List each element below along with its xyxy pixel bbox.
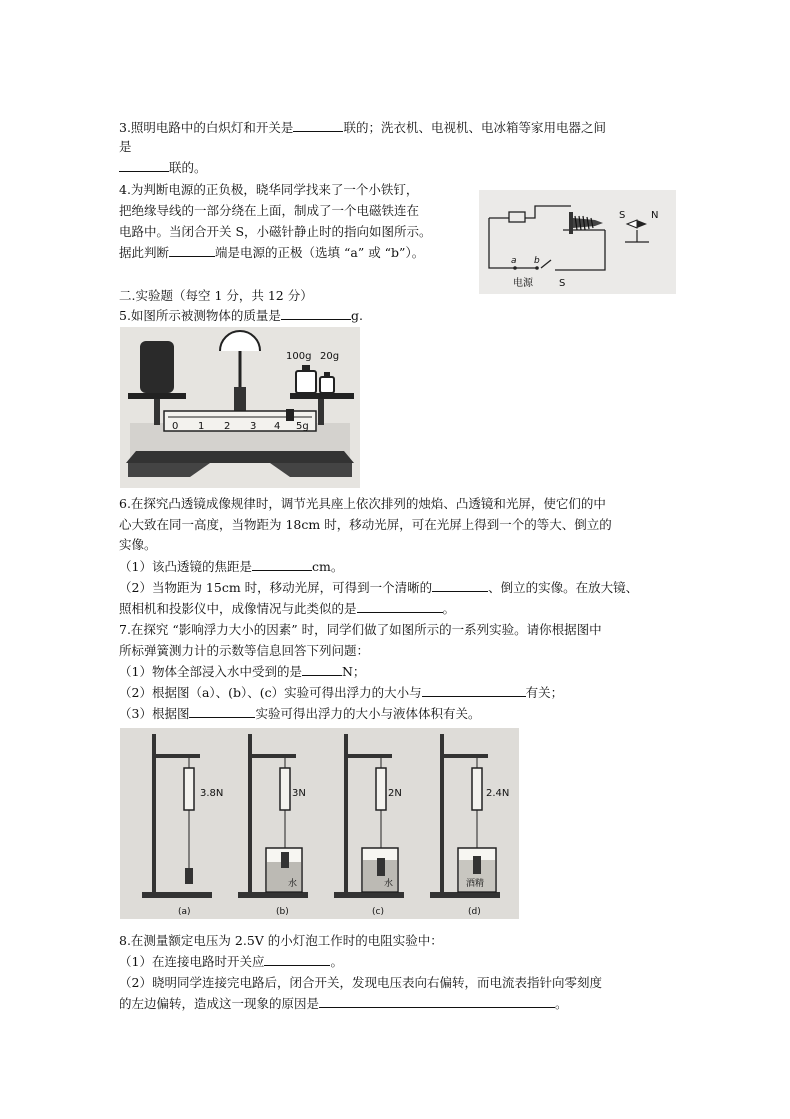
q6-sub1: （1）该凸透镜的焦距是 cm。 — [119, 559, 344, 574]
q3-line3: 联的。 — [119, 159, 207, 177]
weight-100g-label: 100g — [286, 351, 312, 362]
q8-line1: 8.在测量额定电压为 2.5V 的小灯泡工作时的电阻实验中： — [119, 933, 443, 948]
weight-20g-label: 20g — [320, 351, 340, 362]
q6-line3: 实像。 — [119, 537, 157, 552]
q6-blank-3[interactable] — [357, 600, 443, 613]
panel-b — [238, 734, 308, 917]
q8-sub2-line1: （2）晓明同学连接完电路后，闭合开关，发现电压表向右偏转，而电流表指针向零刻度 — [119, 975, 602, 990]
q7-sub2: （2）根据图（a）、(b）、(c）实验可得出浮力的大小与 有关； — [119, 685, 564, 700]
section-2-title: 二.实验题（每空 1 分，共 12 分） — [119, 288, 313, 303]
fig-label-power: 电源 — [513, 278, 533, 289]
buoyancy-experiment-figure — [120, 728, 519, 919]
q3-blank-1[interactable] — [293, 119, 343, 132]
compass-needle-icon — [625, 220, 649, 242]
fig-label-n: N — [651, 210, 659, 221]
caption-d: (d) — [468, 907, 481, 917]
panel-c — [334, 734, 404, 917]
q3-line2: 是 — [119, 139, 132, 154]
fig-label-s: S — [619, 210, 626, 221]
q8-sub1: （1）在连接电路时开关应 。 — [119, 954, 343, 969]
scale-tick-2: 2 — [224, 421, 231, 432]
q4-line2: 把绝缘导线的一部分绕在上面，制成了一个电磁铁连在 — [119, 203, 420, 218]
q3-blank-2[interactable] — [119, 159, 169, 172]
q4-line1: 4.为判断电源的正负极，晓华同学找来了一个小铁钉， — [119, 182, 419, 197]
panel-d — [430, 734, 509, 917]
q5-blank[interactable] — [281, 307, 351, 320]
fig-label-a: a — [511, 256, 517, 266]
reading-a: 3.8N — [200, 788, 224, 799]
reading-d: 2.4N — [486, 788, 510, 799]
scale-tick-3: 3 — [250, 421, 257, 432]
nail-electromagnet — [569, 212, 603, 234]
q8-blank-2[interactable] — [319, 995, 555, 1008]
electromagnet-circuit-figure — [479, 190, 676, 294]
liquid-b: 水 — [288, 879, 298, 889]
scale-tick-0: 0 — [172, 421, 179, 432]
q6-line1: 6.在探究凸透镜成像规律时，调节光具座上依次排列的烛焰、凸透镜和光屏，使它们的中 — [119, 496, 606, 511]
q7-blank-1[interactable] — [302, 663, 342, 676]
q8-blank-1[interactable] — [264, 953, 330, 966]
fig-label-b: b — [534, 256, 540, 266]
caption-a: (a) — [178, 907, 191, 917]
q7-line1: 7.在探究 “影响浮力大小的因素” 时，同学们做了如图所示的一系列实验。请你根据图中 — [119, 622, 602, 637]
panel-a — [142, 734, 223, 917]
q7-sub3: （3）根据图 实验可得出浮力的大小与液体体积有关。 — [119, 706, 481, 721]
q6-blank-2[interactable] — [432, 579, 488, 592]
fig-label-switch: S — [559, 278, 566, 289]
q4-blank[interactable] — [169, 244, 215, 257]
reading-b: 3N — [292, 788, 306, 799]
caption-b: (b) — [276, 907, 289, 917]
pointer-dial-icon — [220, 331, 260, 423]
q6-blank-1[interactable] — [252, 558, 312, 571]
q7-line2: 所标弹簧测力计的示数等信息回答下列问题： — [119, 643, 370, 658]
q4-line3: 电路中。当闭合开关 S，小磁针静止时的指向如图所示。 — [119, 224, 432, 239]
caption-c: (c) — [372, 907, 384, 917]
scale-tick-5g: 5g — [296, 421, 309, 432]
q7-sub1: （1）物体全部浸入水中受到的是 N； — [119, 664, 366, 679]
q7-blank-3[interactable] — [189, 705, 255, 718]
liquid-c: 水 — [384, 879, 394, 889]
q6-sub2: （2）当物距为 15cm 时，移动光屏，可得到一个清晰的 、倒立的实像。在放大镜、 — [119, 580, 639, 595]
scale-tick-1: 1 — [198, 421, 205, 432]
reading-c: 2N — [388, 788, 402, 799]
q8-sub2-line2: 的左边偏转，造成这一现象的原因是 。 — [119, 996, 568, 1011]
q4-line4: 据此判断 端是电源的正极（选填 “a” 或 “b”）。 — [119, 245, 425, 260]
q3-line1: 3.照明电路中的白炽灯和开关是 联的；洗衣机、电视机、电冰箱等家用电器之间 — [119, 120, 606, 135]
q5-line: 5.如图所示被测物体的质量是 g. — [119, 308, 363, 323]
q7-blank-2[interactable] — [422, 684, 526, 697]
q6-line2: 心大致在同一高度，当物距为 18cm 时，移动光屏，可在光屏上得到一个的等大、倒立的 — [119, 517, 612, 532]
q6-sub2-line2: 照相机和投影仪中，成像情况与此类似的是 。 — [119, 601, 456, 616]
balance-scale-figure — [120, 327, 360, 488]
beam-rule — [164, 409, 316, 431]
liquid-d: 酒精 — [466, 879, 485, 889]
scale-tick-4: 4 — [274, 421, 281, 432]
